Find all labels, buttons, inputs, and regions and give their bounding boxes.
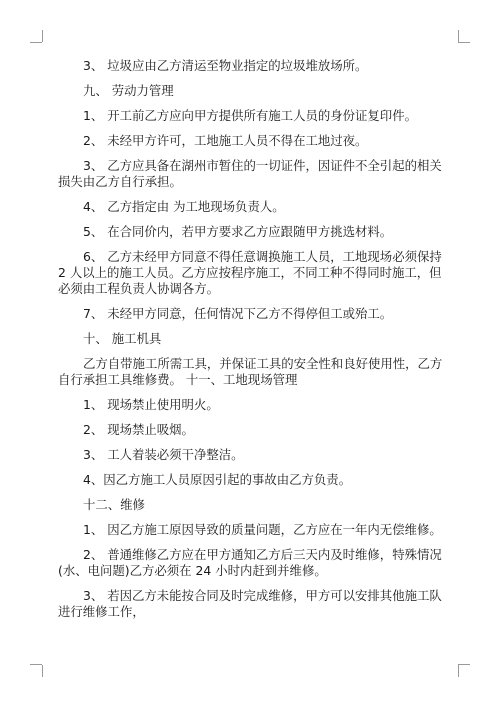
- paragraph-labor-7: 7、 未经甲方同意，任何情况下乙方不得停但工或殆工。: [83, 306, 393, 321]
- paragraph-maintenance-3: 3、 若因乙方未能按合同及时完成维修，甲方可以安排其他施工队进行维修工作，: [58, 588, 442, 619]
- crop-mark-bottom-left-h: [30, 664, 42, 665]
- section-heading-labor: 九、 劳动力管理: [83, 83, 174, 98]
- paragraph-site-3: 3、 工人着装必须干净整洁。: [83, 447, 244, 462]
- paragraph-maintenance-1: 1、 因乙方施工原因导致的质量问题，乙方应在一年内无偿维修。: [83, 522, 442, 537]
- paragraph-site-1: 1、 现场禁止使用明火。: [83, 397, 219, 412]
- paragraph-labor-5: 5、 在合同价内，若甲方要求乙方应跟随甲方挑选材料。: [83, 224, 393, 239]
- paragraph-labor-2: 2、 未经甲方许可，工地施工人员不得在工地过夜。: [83, 133, 368, 148]
- paragraph-labor-1: 1、 开工前乙方应向甲方提供所有施工人员的身份证复印件。: [83, 108, 417, 123]
- paragraph-labor-4: 4、 乙方指定由 为工地现场负责人。: [83, 199, 285, 214]
- paragraph-maintenance-2: 2、 普通维修乙方应在甲方通知乙方后三天内及时维修，特殊情况(水、电问题)乙方必须在 24 小时内赶到并维修。: [58, 547, 442, 578]
- crop-mark-bottom-right-v: [458, 665, 459, 677]
- crop-mark-top-left-v: [42, 30, 43, 42]
- paragraph-garbage-removal: 3、 垃圾应由乙方清运至物业指定的垃圾堆放场所。: [83, 58, 368, 73]
- paragraph-tools: 乙方自带施工所需工具，并保证工具的安全性和良好使用性，乙方自行承担工具维修费。 十一、工地现场管理: [58, 356, 443, 387]
- crop-mark-top-right-v: [458, 30, 459, 42]
- crop-mark-top-left-h: [30, 42, 42, 43]
- document-body: [58, 58, 450, 620]
- paragraph-site-2: 2、 现场禁止吸烟。: [83, 422, 194, 437]
- section-heading-maintenance: 十二、维修: [83, 497, 145, 512]
- crop-mark-top-right-h: [458, 42, 470, 43]
- crop-mark-bottom-left-v: [42, 665, 43, 677]
- crop-mark-bottom-right-h: [458, 664, 470, 665]
- paragraph-labor-6: 6、 乙方未经甲方同意不得任意调换施工人员，工地现场必须保持 2 人以上的施工人员。乙方应按程序施工，不同工种不得同时施工，但必须由工程负责人协调各方。: [58, 249, 442, 296]
- section-heading-tools: 十、 施工机具: [83, 331, 162, 346]
- paragraph-site-4: 4、因乙方施工人员原因引起的事故由乙方负责。: [83, 472, 352, 487]
- paragraph-labor-3: 3、 乙方应具备在湖州市暂住的一切证件，因证件不全引起的相关损失由乙方自行承担。: [58, 158, 442, 189]
